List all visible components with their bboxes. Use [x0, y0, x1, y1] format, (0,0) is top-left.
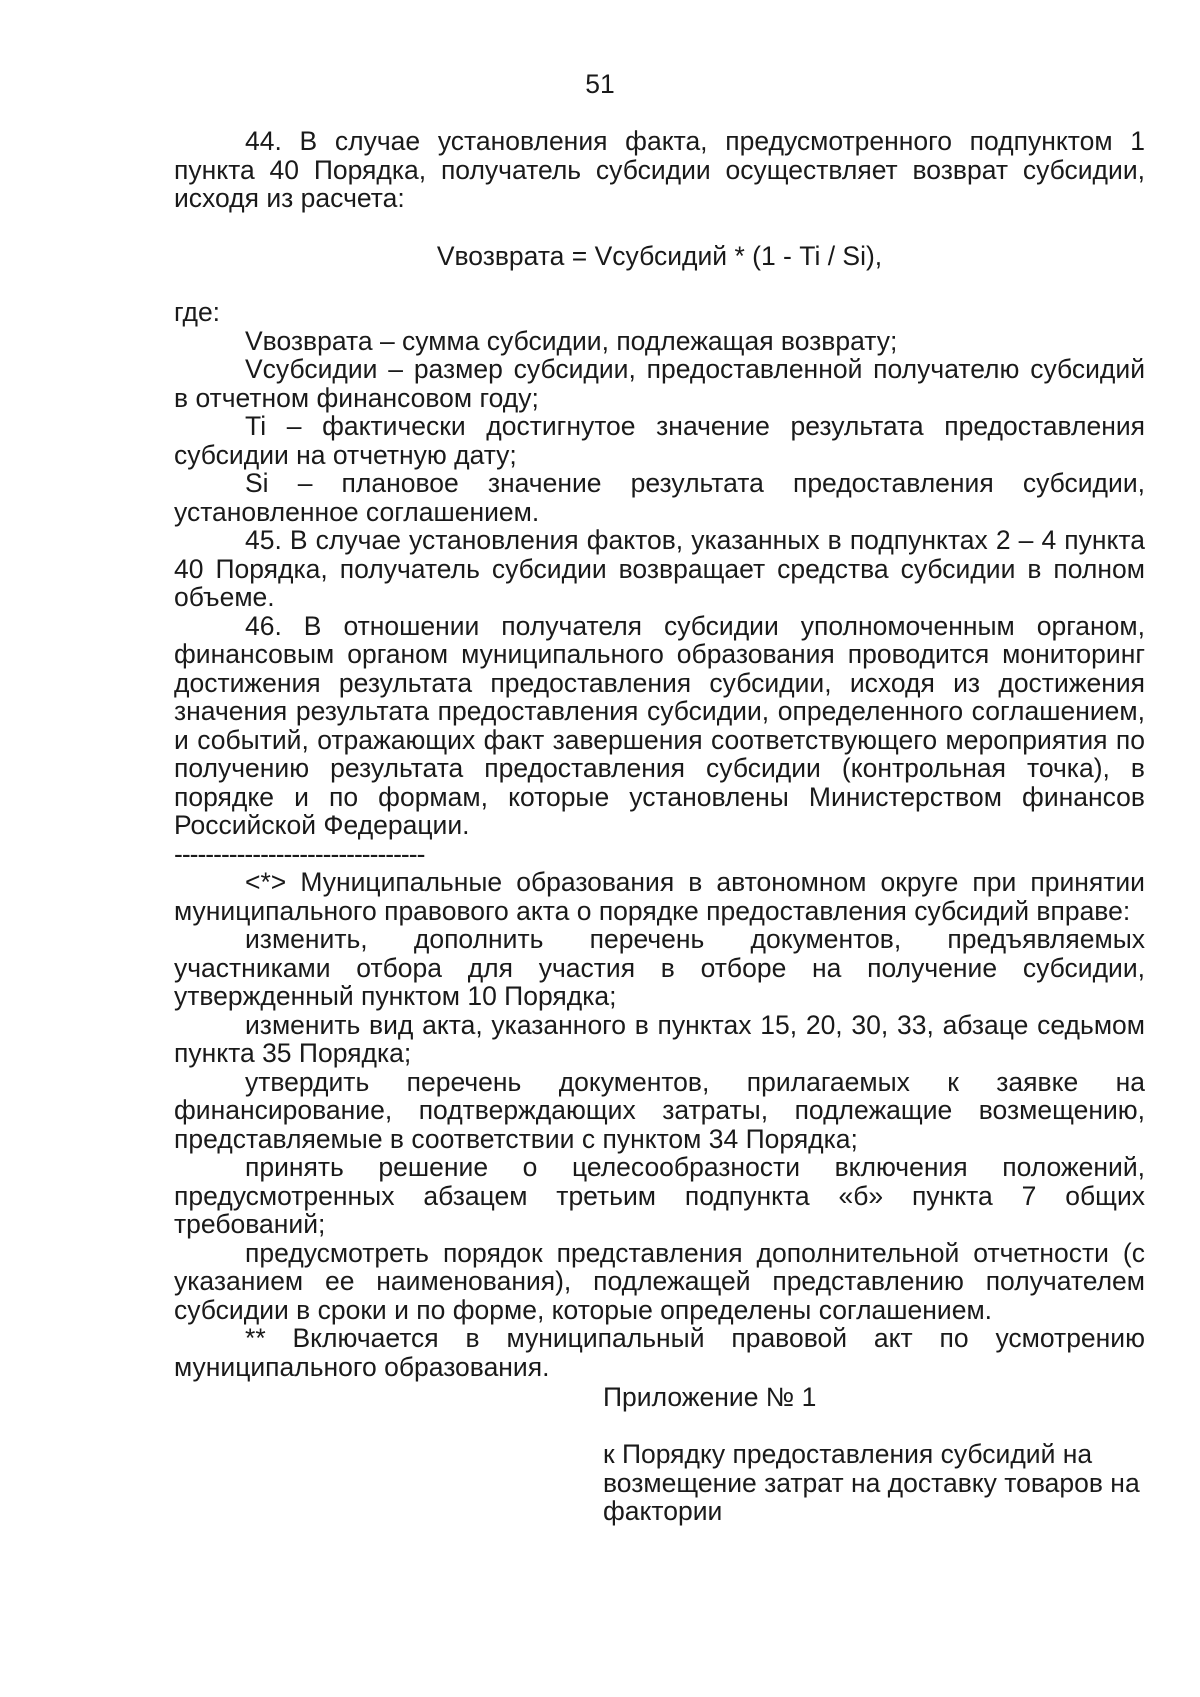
- definition-v-subsidy: Vсубсидии – размер субсидии, предоставленной получателю субсидий в отчетном финансовом году;: [174, 354, 1145, 413]
- footnote-item-2: изменить вид акта, указанного в пунктах 15, 20, 30, 33, абзаце седьмом пункта 35 Порядка;: [174, 1009, 1145, 1068]
- paragraph-44: 44. В случае установления факта, предусмотренного подпунктом 1 пункта 40 Порядка, получатель субсидии осуществляет возврат субсидии, исходя из расчета:: [174, 126, 1145, 213]
- definition-ti: Ti – фактически достигнутое значение результата предоставления субсидии на отчетную дату;: [174, 411, 1145, 470]
- formula: Vвозврата = Vсубсидий * (1 - Ti / Si),: [436, 240, 883, 271]
- page-number: 51: [585, 69, 615, 99]
- definition-v-return: Vвозврата – сумма субсидии, подлежащая возврату;: [245, 325, 898, 356]
- footnote-2: ** Включается в муниципальный правовой акт по усмотрению муниципального образования.: [174, 1323, 1145, 1382]
- appendix-title: Приложение № 1: [603, 1382, 817, 1412]
- definition-si: Si – плановое значение результата предоставления субсидии, установленное соглашением.: [174, 468, 1145, 527]
- paragraph-46: 46. В отношении получателя субсидии уполномоченным органом, финансовым органом муниципального образования проводится мониторинг достижения результата предоставления субсидии, исходя из достижения значения результата предоставления субсидии, определенного соглашением, и событий, отражающих факт завершения соответствующего мероприятия по получению результата предоставления субсидии (контрольная точка), в порядке и по формам, которые установлены Министерством финансов Российской Федерации.: [174, 610, 1145, 840]
- footnote-item-4: принять решение о целесообразности включения положений, предусмотренных абзацем третьим подпункта «б» пункта 7 общих требований;: [174, 1152, 1145, 1239]
- paragraph-45: 45. В случае установления фактов, указанных в подпунктах 2 – 4 пункта 40 Порядка, получатель субсидии возвращает средства субсидии в полном объеме.: [174, 525, 1145, 612]
- appendix-description: к Порядку предоставления субсидий на возмещение затрат на доставку товаров на фактории: [603, 1439, 1140, 1526]
- footnote-item-1: изменить, дополнить перечень документов, предъявляемых участниками отбора для участия в отборе на получение субсидии, утвержденный пунктом 10 Порядка;: [174, 924, 1145, 1011]
- footnote-separator: --------------------------------: [174, 838, 425, 869]
- footnote-item-3: утвердить перечень документов, прилагаемых к заявке на финансирование, подтверждающих затраты, подлежащие возмещению, представляемые в соответствии с пунктом 34 Порядка;: [174, 1066, 1145, 1154]
- document-body: [174, 127, 1145, 1381]
- footnote-1: <*> Муниципальные образования в автономном округе при принятии муниципального правового акта о порядке предоставления субсидий вправе:: [174, 867, 1145, 926]
- where-label: где:: [174, 297, 221, 327]
- footnote-item-5: предусмотреть порядок представления дополнительной отчетности (с указанием ее наименования), подлежащей представлению получателем субсидии в сроки и по форме, которые определены соглашением.: [174, 1237, 1145, 1325]
